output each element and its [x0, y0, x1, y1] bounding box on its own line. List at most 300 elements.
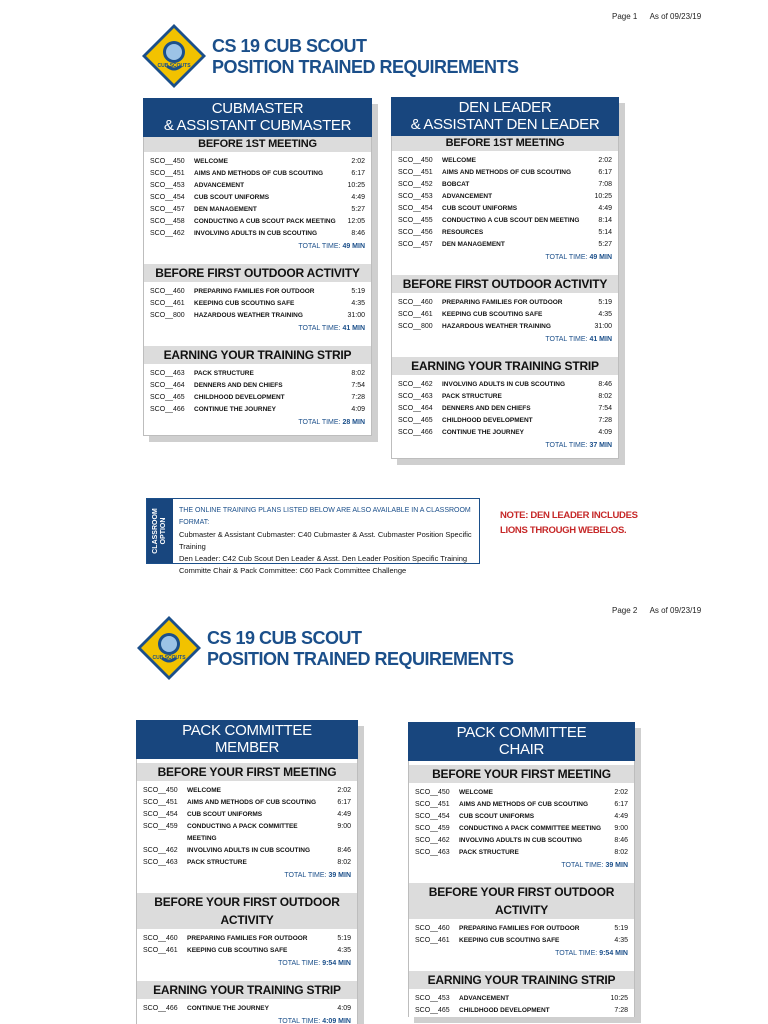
course-time: 4:49 [598, 205, 612, 212]
classroom-option-label [147, 499, 173, 563]
course-name: HAZARDOUS WEATHER TRAINING [442, 323, 551, 330]
course-row [398, 227, 612, 239]
course-rows [392, 375, 618, 439]
course-rows [409, 919, 634, 947]
course-code: SCO__460 [143, 935, 178, 942]
course-name: KEEPING CUB SCOUTING SAFE [194, 300, 295, 307]
course-rows [392, 293, 618, 333]
course-time: 9:00 [337, 823, 351, 830]
course-code: SCO__464 [398, 405, 433, 412]
course-name: ADVANCEMENT [459, 995, 510, 1002]
card-header-line-2: CHAIR [498, 741, 545, 758]
course-name: KEEPING CUB SCOUTING SAFE [187, 947, 288, 954]
cubmaster-card [143, 98, 372, 436]
course-name: WELCOME [194, 158, 228, 165]
course-row [150, 310, 365, 322]
classroom-option-box [146, 498, 480, 575]
total-label: TOTAL TIME: [298, 243, 341, 250]
course-row [150, 192, 365, 204]
total-value: 28 MIN [342, 419, 365, 426]
course-time: 12:05 [347, 218, 365, 225]
course-rows [409, 989, 634, 1017]
section-title: EARNING YOUR TRAINING STRIP [409, 971, 634, 989]
course-row [398, 239, 612, 251]
course-time: 4:09 [337, 1005, 351, 1012]
course-time: 4:35 [337, 947, 351, 954]
course-row [415, 993, 628, 1005]
course-name: DEN MANAGEMENT [442, 241, 505, 248]
course-row [415, 799, 628, 811]
course-row [398, 203, 612, 215]
course-time: 8:46 [337, 847, 351, 854]
course-code: SCO__450 [143, 787, 178, 794]
course-time: 5:27 [351, 206, 365, 213]
course-name: PACK STRUCTURE [187, 859, 247, 866]
course-time: 4:09 [598, 429, 612, 436]
course-time: 4:49 [337, 811, 351, 818]
course-code: SCO__466 [150, 406, 185, 413]
course-row [143, 945, 351, 957]
total-value: 41 MIN [342, 325, 365, 332]
logo-text: CUB SCOUTS [152, 655, 186, 661]
course-name: CONDUCTING A PACK COMMITTEE MEETING [459, 825, 602, 832]
title-line-1: CS 19 CUB SCOUT [212, 36, 367, 56]
course-time: 2:02 [351, 158, 365, 165]
as-of-date: As of 09/23/19 [649, 606, 702, 615]
course-row [143, 809, 351, 821]
section-title: EARNING YOUR TRAINING STRIP [137, 981, 357, 999]
course-code: SCO__466 [143, 1005, 178, 1012]
course-code: SCO__459 [415, 825, 450, 832]
page-2-meta [612, 606, 701, 615]
course-name: CHILDHOOD DEVELOPMENT [194, 394, 285, 401]
section-before-first-meeting [408, 765, 635, 873]
course-code: SCO__462 [150, 230, 185, 237]
course-row [143, 933, 351, 945]
course-name: PREPARING FAMILIES FOR OUTDOOR [194, 288, 315, 295]
card-header-line-2: & ASSISTANT CUBMASTER [163, 117, 352, 134]
course-row [398, 415, 612, 427]
course-code: SCO__463 [398, 393, 433, 400]
course-code: SCO__465 [150, 394, 185, 401]
course-name: KEEPING CUB SCOUTING SAFE [442, 311, 543, 318]
course-row [143, 857, 351, 869]
total-value: 9:54 MIN [322, 960, 351, 967]
course-code: SCO__451 [398, 169, 433, 176]
course-row [398, 215, 612, 227]
course-code: SCO__800 [150, 312, 185, 319]
section-gap [408, 961, 635, 971]
total-time [137, 957, 357, 971]
as-of-date: As of 09/23/19 [649, 12, 702, 21]
classroom-lead: THE ONLINE TRAINING PLANS LISTED BELOW ARE ALSO AVAILABLE IN A CLASSROOM FORMAT: [179, 507, 471, 526]
section-gap [391, 265, 619, 275]
course-name: DENNERS AND DEN CHIEFS [194, 382, 283, 389]
course-time: 2:02 [337, 787, 351, 794]
total-label: TOTAL TIME: [561, 862, 604, 869]
course-time: 8:02 [337, 859, 351, 866]
card-bottom [391, 453, 619, 459]
course-time: 8:46 [614, 837, 628, 844]
page-2-title [207, 628, 514, 670]
course-name: PREPARING FAMILIES FOR OUTDOOR [459, 925, 580, 932]
section-before-outdoor [136, 893, 358, 971]
course-code: SCO__455 [398, 217, 433, 224]
course-time: 6:17 [337, 799, 351, 806]
course-code: SCO__460 [415, 925, 450, 932]
course-name: DENNERS AND DEN CHIEFS [442, 405, 531, 412]
course-name: CONDUCTING A PACK COMMITTEE MEETING [187, 823, 298, 842]
course-name: INVOLVING ADULTS IN CUB SCOUTING [187, 847, 311, 854]
course-code: SCO__451 [150, 170, 185, 177]
den-leader-note [500, 508, 638, 538]
total-label: TOTAL TIME: [278, 1018, 321, 1024]
course-time: 8:02 [614, 849, 628, 856]
course-time: 4:35 [351, 300, 365, 307]
total-value: 39 MIN [328, 872, 351, 879]
course-row [398, 427, 612, 439]
course-rows [137, 781, 357, 869]
classroom-line: Committe Chair & Pack Committee: C60 Pack Committee Challenge [179, 566, 407, 575]
course-time: 7:54 [598, 405, 612, 412]
card-header [391, 97, 619, 136]
card-bottom [143, 430, 372, 436]
classroom-option-text [152, 508, 168, 554]
total-time [144, 322, 371, 336]
course-name: CONTINUE THE JOURNEY [194, 406, 276, 413]
course-row [150, 298, 365, 310]
total-label: TOTAL TIME: [545, 254, 588, 261]
course-time: 10:25 [347, 182, 365, 189]
course-time: 5:19 [598, 299, 612, 306]
course-row [150, 204, 365, 216]
course-code: SCO__466 [398, 429, 433, 436]
course-time: 5:27 [598, 241, 612, 248]
section-gap [136, 883, 358, 893]
course-code: SCO__453 [150, 182, 185, 189]
course-row [415, 935, 628, 947]
course-row [415, 847, 628, 859]
course-name: AIMS AND METHODS OF CUB SCOUTING [459, 801, 589, 808]
total-label: TOTAL TIME: [555, 950, 598, 957]
course-name: CONTINUE THE JOURNEY [187, 1005, 269, 1012]
course-code: SCO__464 [150, 382, 185, 389]
card-header-line-1: PACK COMMITTEE [456, 724, 587, 741]
course-time: 7:54 [351, 382, 365, 389]
course-name: BOBCAT [442, 181, 470, 188]
card-header-line-2: & ASSISTANT DEN LEADER [410, 116, 600, 133]
classroom-label-line-2: OPTION [160, 517, 167, 545]
total-value: 49 MIN [589, 254, 612, 261]
course-row [415, 823, 628, 835]
course-row [150, 216, 365, 228]
course-code: SCO__451 [415, 801, 450, 808]
page-number: Page 1 [612, 12, 638, 21]
section-before-first-meeting [136, 763, 358, 883]
course-row [150, 168, 365, 180]
course-rows [137, 929, 357, 957]
section-title: BEFORE YOUR FIRST MEETING [409, 765, 634, 783]
section-title: BEFORE YOUR FIRST OUTDOOR ACTIVITY [409, 883, 634, 919]
pack-committee-chair-card [408, 722, 635, 1017]
course-name: INVOLVING ADULTS IN CUB SCOUTING [442, 381, 566, 388]
card-header [136, 720, 358, 759]
course-row [398, 297, 612, 309]
course-name: WELCOME [459, 789, 493, 796]
course-time: 8:02 [598, 393, 612, 400]
total-label: TOTAL TIME: [545, 336, 588, 343]
course-code: SCO__461 [143, 947, 178, 954]
total-value: 49 MIN [342, 243, 365, 250]
section-title: EARNING YOUR TRAINING STRIP [144, 346, 371, 364]
note-line-2: LIONS THROUGH WEBELOS. [500, 525, 627, 536]
total-label: TOTAL TIME: [298, 419, 341, 426]
section-gap [391, 347, 619, 357]
course-row [398, 379, 612, 391]
course-row [150, 380, 365, 392]
classroom-line: Cubmaster & Assistant Cubmaster: C40 Cubmaster & Asst. Cubmaster Position Specific Training [179, 530, 472, 551]
total-time [137, 1015, 357, 1024]
course-name: RESOURCES [442, 229, 484, 236]
course-time: 8:46 [598, 381, 612, 388]
course-row [398, 391, 612, 403]
course-time: 4:09 [351, 406, 365, 413]
course-name: CHILDHOOD DEVELOPMENT [459, 1007, 550, 1014]
course-name: CUB SCOUT UNIFORMS [187, 811, 263, 818]
course-code: SCO__465 [398, 417, 433, 424]
course-time: 8:02 [351, 370, 365, 377]
course-code: SCO__800 [398, 323, 433, 330]
course-row [143, 797, 351, 809]
section-training-strip [143, 346, 372, 430]
total-value: 4:09 MIN [322, 1018, 351, 1024]
total-time [392, 333, 618, 347]
page-number: Page 2 [612, 606, 638, 615]
course-name: PACK STRUCTURE [459, 849, 519, 856]
section-gap [408, 873, 635, 883]
course-name: CHILDHOOD DEVELOPMENT [442, 417, 533, 424]
course-code: SCO__456 [398, 229, 433, 236]
course-time: 31:00 [594, 323, 612, 330]
course-row [150, 392, 365, 404]
section-before-outdoor [408, 883, 635, 961]
course-code: SCO__457 [150, 206, 185, 213]
course-row [415, 1005, 628, 1017]
section-title: BEFORE FIRST OUTDOOR ACTIVITY [144, 264, 371, 282]
course-time: 6:17 [351, 170, 365, 177]
course-name: CUB SCOUT UNIFORMS [459, 813, 535, 820]
section-title: BEFORE 1ST MEETING [144, 137, 371, 152]
course-name: CONDUCTING A CUB SCOUT DEN MEETING [442, 217, 580, 224]
course-row [150, 286, 365, 298]
course-name: AIMS AND METHODS OF CUB SCOUTING [194, 170, 324, 177]
course-time: 7:08 [598, 181, 612, 188]
course-name: ADVANCEMENT [194, 182, 245, 189]
course-time: 5:19 [351, 288, 365, 295]
section-gap [143, 254, 372, 264]
section-title: EARNING YOUR TRAINING STRIP [392, 357, 618, 375]
course-row [398, 309, 612, 321]
course-row [150, 156, 365, 168]
course-code: SCO__460 [398, 299, 433, 306]
course-time: 5:19 [337, 935, 351, 942]
course-time: 7:28 [598, 417, 612, 424]
section-training-strip [391, 357, 619, 453]
course-rows [144, 282, 371, 322]
total-time [144, 240, 371, 254]
course-code: SCO__457 [398, 241, 433, 248]
course-code: SCO__463 [150, 370, 185, 377]
course-code: SCO__450 [415, 789, 450, 796]
course-time: 8:46 [351, 230, 365, 237]
total-value: 37 MIN [589, 442, 612, 449]
section-training-strip [136, 981, 358, 1024]
course-row [398, 191, 612, 203]
course-row [415, 811, 628, 823]
course-time: 10:25 [594, 193, 612, 200]
section-gap [136, 971, 358, 981]
course-name: CUB SCOUT UNIFORMS [442, 205, 518, 212]
course-time: 6:17 [598, 169, 612, 176]
total-time [392, 439, 618, 453]
section-before-1st-meeting [143, 137, 372, 254]
course-code: SCO__459 [143, 823, 178, 830]
course-time: 5:19 [614, 925, 628, 932]
total-value: 9:54 MIN [599, 950, 628, 957]
course-code: SCO__460 [150, 288, 185, 295]
total-value: 39 MIN [605, 862, 628, 869]
title-line-2: POSITION TRAINED REQUIREMENTS [207, 649, 514, 669]
course-code: SCO__454 [150, 194, 185, 201]
course-row [398, 155, 612, 167]
section-before-1st-meeting [391, 136, 619, 265]
course-rows [392, 151, 618, 251]
section-gap [143, 336, 372, 346]
course-code: SCO__463 [415, 849, 450, 856]
course-code: SCO__458 [150, 218, 185, 225]
course-name: CUB SCOUT UNIFORMS [194, 194, 270, 201]
section-before-outdoor [143, 264, 372, 336]
section-title: BEFORE 1ST MEETING [392, 136, 618, 151]
title-line-2: POSITION TRAINED REQUIREMENTS [212, 57, 519, 77]
course-row [415, 923, 628, 935]
course-name: AIMS AND METHODS OF CUB SCOUTING [442, 169, 572, 176]
course-time: 9:00 [614, 825, 628, 832]
course-row [398, 403, 612, 415]
course-row [143, 1003, 351, 1015]
course-code: SCO__463 [143, 859, 178, 866]
course-time: 4:35 [614, 937, 628, 944]
course-time: 4:35 [598, 311, 612, 318]
course-row [143, 785, 351, 797]
course-code: SCO__450 [398, 157, 433, 164]
course-code: SCO__462 [398, 381, 433, 388]
course-code: SCO__453 [415, 995, 450, 1002]
course-code: SCO__454 [143, 811, 178, 818]
card-header [408, 722, 635, 761]
course-name: ADVANCEMENT [442, 193, 493, 200]
course-name: WELCOME [187, 787, 221, 794]
course-code: SCO__454 [398, 205, 433, 212]
card-header-line-1: DEN LEADER [458, 99, 552, 116]
course-time: 10:25 [610, 995, 628, 1002]
card-header [143, 98, 372, 137]
course-name: PREPARING FAMILIES FOR OUTDOOR [187, 935, 308, 942]
course-code: SCO__453 [398, 193, 433, 200]
page-1-title [212, 36, 519, 78]
course-row [150, 404, 365, 416]
title-line-1: CS 19 CUB SCOUT [207, 628, 362, 648]
course-row [150, 368, 365, 380]
total-time [409, 947, 634, 961]
course-rows [137, 999, 357, 1015]
course-row [150, 180, 365, 192]
section-training-strip [408, 971, 635, 1017]
course-time: 7:28 [351, 394, 365, 401]
course-name: CONDUCTING A CUB SCOUT PACK MEETING [194, 218, 336, 225]
den-leader-card [391, 97, 619, 459]
total-label: TOTAL TIME: [278, 960, 321, 967]
course-name: CONTINUE THE JOURNEY [442, 429, 524, 436]
course-rows [144, 152, 371, 240]
total-label: TOTAL TIME: [284, 872, 327, 879]
course-code: SCO__452 [398, 181, 433, 188]
course-code: SCO__462 [143, 847, 178, 854]
total-time [144, 416, 371, 430]
section-title: BEFORE YOUR FIRST OUTDOOR ACTIVITY [137, 893, 357, 929]
course-time: 31:00 [347, 312, 365, 319]
section-title: BEFORE YOUR FIRST MEETING [137, 763, 357, 781]
course-rows [409, 783, 634, 859]
course-row [398, 321, 612, 333]
classroom-label-line-1: CLASSROOM [152, 508, 159, 554]
course-time: 5:14 [598, 229, 612, 236]
course-code: SCO__461 [150, 300, 185, 307]
course-code: SCO__465 [415, 1007, 450, 1014]
course-time: 4:49 [351, 194, 365, 201]
total-time [409, 859, 634, 873]
section-before-outdoor [391, 275, 619, 347]
course-name: HAZARDOUS WEATHER TRAINING [194, 312, 303, 319]
course-row [143, 821, 351, 845]
section-title: BEFORE FIRST OUTDOOR ACTIVITY [392, 275, 618, 293]
total-time [392, 251, 618, 265]
course-row [415, 835, 628, 847]
course-name: PACK STRUCTURE [442, 393, 502, 400]
cub-scout-logo [135, 614, 203, 682]
course-row [398, 167, 612, 179]
course-name: AIMS AND METHODS OF CUB SCOUTING [187, 799, 317, 806]
course-row [150, 228, 365, 240]
course-time: 6:17 [614, 801, 628, 808]
total-label: TOTAL TIME: [545, 442, 588, 449]
course-rows [144, 364, 371, 416]
course-row [415, 787, 628, 799]
total-time [137, 869, 357, 883]
card-header-line-2: MEMBER [214, 739, 280, 756]
course-code: SCO__462 [415, 837, 450, 844]
pack-committee-member-card [136, 720, 358, 1024]
course-code: SCO__451 [143, 799, 178, 806]
classroom-option-body [173, 499, 479, 575]
page-1-meta [612, 12, 701, 21]
cub-scout-logo [140, 22, 208, 90]
course-name: KEEPING CUB SCOUTING SAFE [459, 937, 560, 944]
course-code: SCO__450 [150, 158, 185, 165]
total-label: TOTAL TIME: [298, 325, 341, 332]
course-code: SCO__461 [398, 311, 433, 318]
course-time: 8:14 [598, 217, 612, 224]
